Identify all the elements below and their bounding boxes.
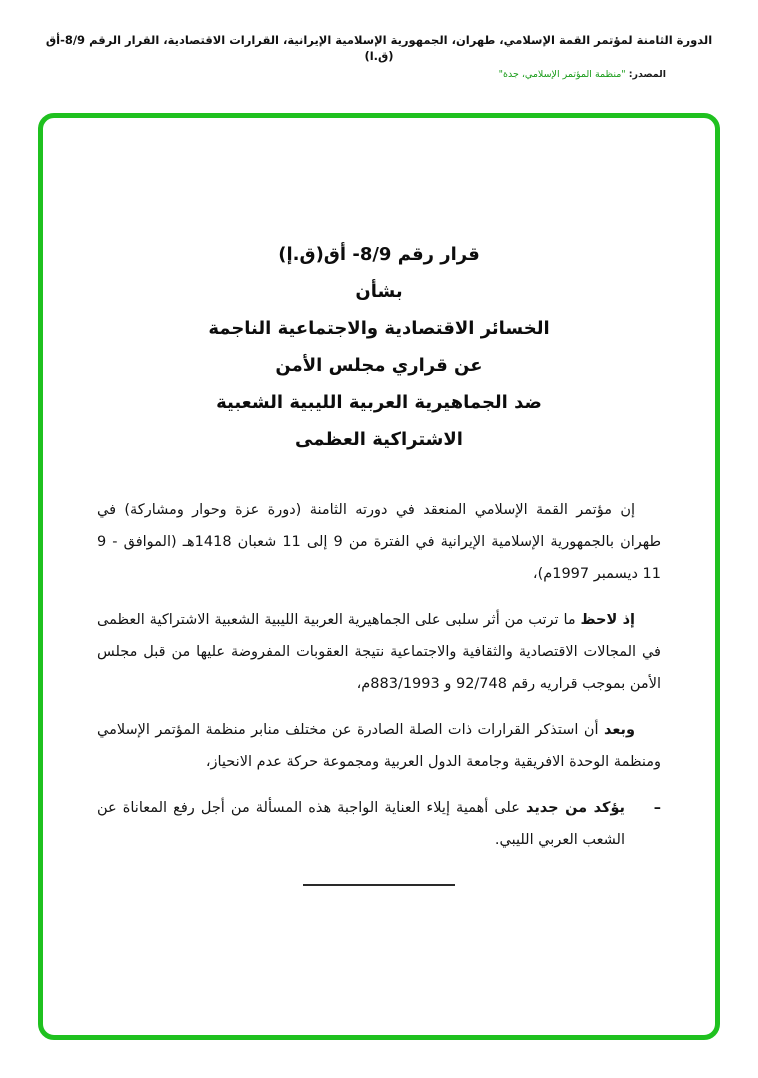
operative-text: على أهمية إيلاء العناية الواجبة هذه المسألة من أجل رفع المعاناة عن الشعب العربي الليبي.	[97, 800, 625, 848]
title-line-subject-2: عن قراري مجلس الأمن	[275, 355, 483, 376]
resolution-body	[97, 494, 661, 886]
source-line	[0, 69, 758, 80]
title-line-regarding: بشأن	[355, 281, 403, 302]
clause-recalling	[97, 714, 661, 778]
preamble-paragraph: إن مؤتمر القمة الإسلامي المنعقد في دورته الثامنة (دورة عزة وحوار ومشاركة) في طهران بالجمهورية الإسلامية الإيرانية في الفترة من 9 إلى 11 شعبان 1418هـ (الموافق ‪9 - 11‬ ديسمبر 1997م)،	[97, 502, 661, 582]
document-header	[0, 0, 758, 80]
operative-paragraph	[97, 792, 625, 856]
operative-lead: يؤكد من جديد	[525, 800, 625, 816]
title-line-resolution-number: قرار رقم 8/9- أق(ق.إ)	[278, 244, 480, 265]
clause-noting-lead: إذ لاحظ	[580, 612, 636, 628]
end-rule	[303, 884, 455, 886]
title-line-subject-1: الخسائر الاقتصادية والاجتماعية الناجمة	[208, 318, 550, 339]
citation-line: الدورة الثامنة لمؤتمر القمة الإسلامي، طهران، الجمهورية الإسلامية الإيرانية، القرارات الاقتصادية، القرار الرقم 8/9-أق (ق.ا)	[45, 33, 713, 63]
title-line-subject-3: ضد الجماهيرية العربية الليبية الشعبية	[216, 392, 542, 413]
resolution-title	[97, 236, 661, 458]
clause-recalling-lead: وبعد	[603, 722, 635, 738]
clause-noting-text: ما ترتب من أثر سلبى على الجماهيرية العربية الليبية الشعبية الاشتراكية العظمى في المجالات الاقتصادية والثقافية والاجتماعية نتيجة العقوبات المفروضة عليها من قبل مجلس الأمن بموجب قراريه رقم 92/748 و 883/1993م،	[97, 612, 661, 692]
title-line-subject-4: الاشتراكية العظمى	[295, 429, 463, 450]
operative-item	[97, 792, 661, 856]
clause-noting	[97, 604, 661, 700]
dash-bullet: –	[653, 800, 661, 816]
source-value: "منظمة المؤتمر الإسلامي، جدة"	[498, 69, 626, 80]
clause-recalling-text: أن استذكر القرارات ذات الصلة الصادرة عن مختلف منابر منظمة المؤتمر الإسلامي ومنظمة الوحدة الافريقية وجامعة الدول العربية ومجموعة حركة عدم الانحياز،	[97, 722, 661, 770]
source-label: المصدر:	[628, 69, 666, 80]
document-border-frame	[38, 113, 720, 1040]
